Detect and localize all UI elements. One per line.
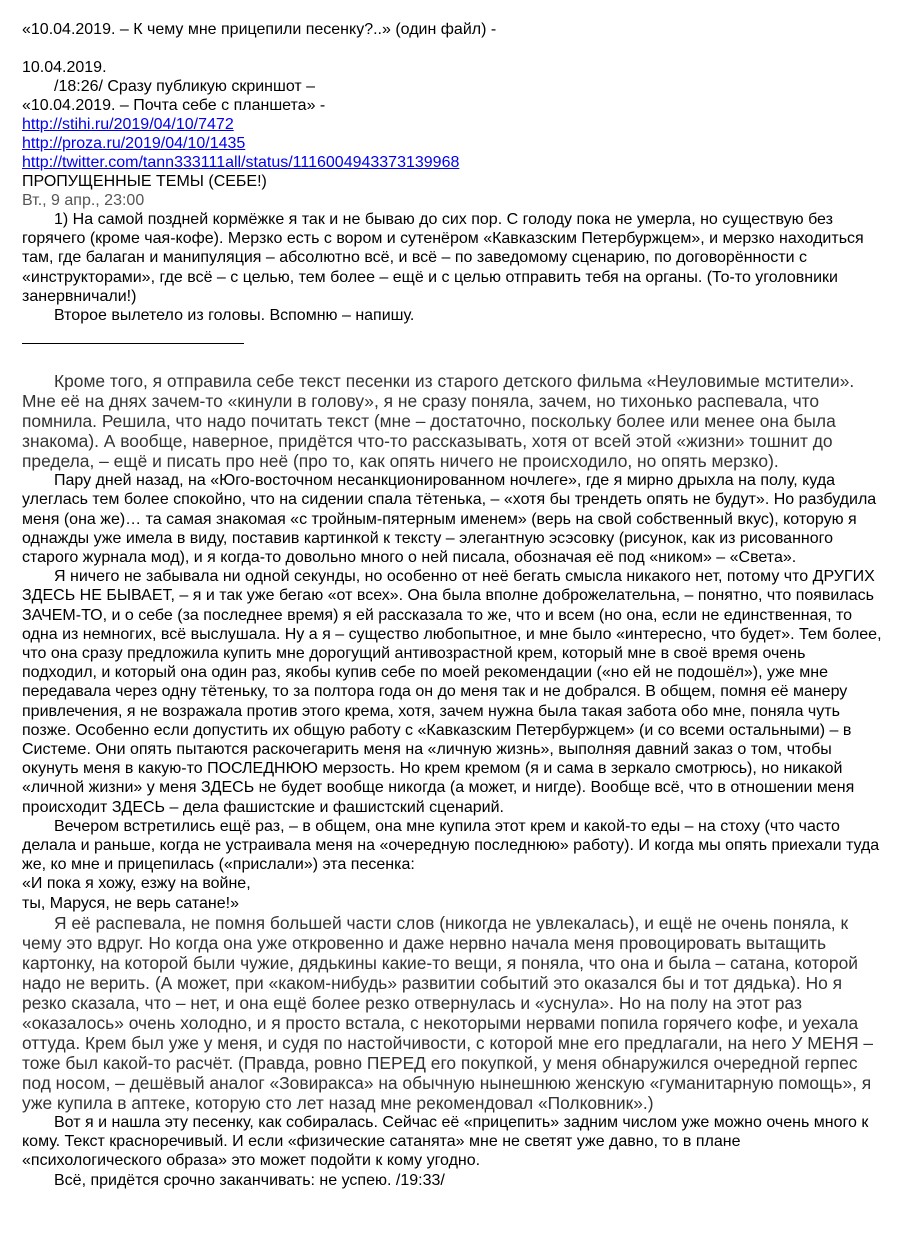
- paragraph-6: Вот я и нашла эту песенку, как собиралась. Сейчас её «прицепить» задним числом уже можно очень много к кому. Текст красноречивый. И если «физические сатанята» мне не светят уже давно, то в плане «психологического образа» это может подойти к кому угодно.: [22, 1113, 869, 1170]
- link-twitter[interactable]: http://twitter.com/tann333111all/status/1116004943373139968: [22, 154, 460, 171]
- note-timestamp: Вт., 9 апр., 23:00: [22, 192, 145, 209]
- screenshot-note: /18:26/ Сразу публикую скриншот –: [54, 78, 316, 95]
- document-title: «10.04.2019. – К чему мне прицепили песенку?..» (один файл) -: [22, 21, 497, 38]
- mail-title: «10.04.2019. – Почта себе с планшета» -: [22, 97, 326, 114]
- note-item-2: Второе вылетело из головы. Вспомню – напишу.: [54, 307, 415, 325]
- paragraph-7: Всё, придётся срочно заканчивать: не успею. /19:33/: [54, 1171, 445, 1189]
- paragraph-5: Я её распевала, не помня большей части слов (никогда не увлекалась), и ещё не очень поняла, к чему это вдруг. Но когда она уже откровенно и даже нервно начала меня провоцировать вытащить картонку, на которой были чужие, дядькины какие-то вещи, я поняла, что она и была – сатана, которой надо не верить. (А может, при «каком-нибудь» развитии событий это оказался бы и тот дядька). Но я резко сказала, что – нет, и она ещё более резко отвернулась и «уснула». Но на полу на этот раз «оказалось» очень холодно, и я просто встала, с некоторыми нервами попила горячего кофе, и уехала оттуда. Крем был уже у меня, и судя по настойчивости, с которой мне его предлагали, на него У МЕНЯ – тоже был какой-то расчёт. (Правда, ровно ПЕРЕД его покупкой, у меня обнаружился очередной герпес под носом, – дешёвый аналог «Зовиракса» на обычную нынешнюю женскую «гуманитарную помощь», я уже купила в аптеке, которую сто лет назад мне рекомендовал «Полковник».): [22, 912, 874, 1113]
- spacer: [22, 39, 882, 58]
- verse-line-1: «И пока я хожу, езжу на войне,: [22, 875, 251, 893]
- link-stihi[interactable]: http://stihi.ru/2019/04/10/7472: [22, 116, 234, 133]
- paragraph-4: Вечером встретились ещё раз, – в общем, она мне купила этот крем и какой-то еды – на стоху (что часто делала и раньше, когда не устраивала меня на «очередную последнюю» работу). И когда мы опять приехали туда же, ко мне и прицепилась («прислали») эта песенка:: [22, 817, 880, 874]
- verse-line-2: ты, Маруся, не верь сатане!»: [22, 894, 239, 912]
- note-title: ПРОПУЩЕННЫЕ ТЕМЫ (СЕБЕ!): [22, 173, 267, 190]
- paragraph-1: Кроме того, я отправила себе текст песенки из старого детского фильма «Неуловимые мстители». Мне её на днях зачем-то «кинули в голову», я не сразу поняла, зачем, но тихонько распевала, что помнила. Решила, что надо почитать текст (мне – достаточно, поскольку более или менее она была знакома). А вообще, наверное, придётся что-то рассказывать, хотя от всей этой «жизни» тошнит до предела, – ещё и писать про неё (про то, как опять ничего не происходило, но опять мерзко).: [22, 371, 855, 472]
- link-proza[interactable]: http://proza.ru/2019/04/10/1435: [22, 135, 246, 152]
- document-page: [22, 20, 882, 1190]
- date-line: 10.04.2019.: [22, 59, 107, 76]
- separator-line: [22, 343, 244, 344]
- paragraph-2: Пару дней назад, на «Юго-восточном несанкционированном ночлеге», где я мирно дрыхла на полу, куда улеглась тем более спокойно, что на сидении спала тётенька, – «хотя бы трендеть опять не будут». Но разбудила меня (она же)… та самая знакомая «с тройным-пятерным именем» (верь на свой собственный вкус), которую я однажды уже имела в виду, поставив картинкой к тексту – элегантную эсэсовку (рисунок, как из рисованного старого журнала мод), и я когда-то довольно много о ней писала, обозначая её под «ником» – «Света».: [22, 472, 877, 567]
- paragraph-3: Я ничего не забывала ни одной секунды, но особенно от неё бегать смысла никакого нет, потому что ДРУГИХ ЗДЕСЬ НЕ БЫВАЕТ, – я и так уже бегаю «от всех». Она была вполне доброжелательна, – понятно, что появилась ЗАЧЕМ-ТО, и о себе (за последнее время) я ей рассказала то же, что и всем (но она, если не единственная, то одна из немногих, всё выслушала. Ну а я – существо любопытное, и мне было «интересно, что будет». Тем более, что она сразу предложила купить мне дорогущий антивозрастной крем, который мне в своё время очень подходил, и который она один раз, якобы купив себе по моей рекомендации («но ей не подошёл»), уже мне передавала через одну тётеньку, то за полтора года он до меня так и не добрался. В общем, помня её манеру привлечения, я не возражала против этого крема, хотя, зачем нужна была такая забота обо мне, поняла чуть позже. Особенно если допустить их общую работу с «Кавказским Петербуржцем» (и со всеми остальными) – в Системе. Они опять пытаются раскочегарить меня на «личную жизнь», выполняя давний заказ о том, чтобы окунуть меня в какую-то ПОСЛЕДНЮЮ мерзость. Но крем кремом (я и сама в зеркало смотрюсь), но никакой «личной жизни» у меня ЗДЕСЬ не будет вообще никогда (а может, и нигде). Вообще всё, что в отношении меня происходит ЗДЕСЬ – дела фашистские и фашистский сценарий.: [22, 568, 882, 816]
- note-item-1: 1) На самой поздней кормёжке я так и не бываю до сих пор. С голоду пока не умерла, но существую без горячего (кроме чая-кофе). Мерзко есть с вором и сутенёром «Кавказским Петербуржцем», и мерзко находиться там, где балаган и манипуляция – абсолютно всё, и всё – по заведомому сценарию, по договорённости с «инструкторами», где всё – с целью, тем более – ещё и с целью отправить тебя на органы. (То-то уголовники занервничали!): [22, 211, 864, 305]
